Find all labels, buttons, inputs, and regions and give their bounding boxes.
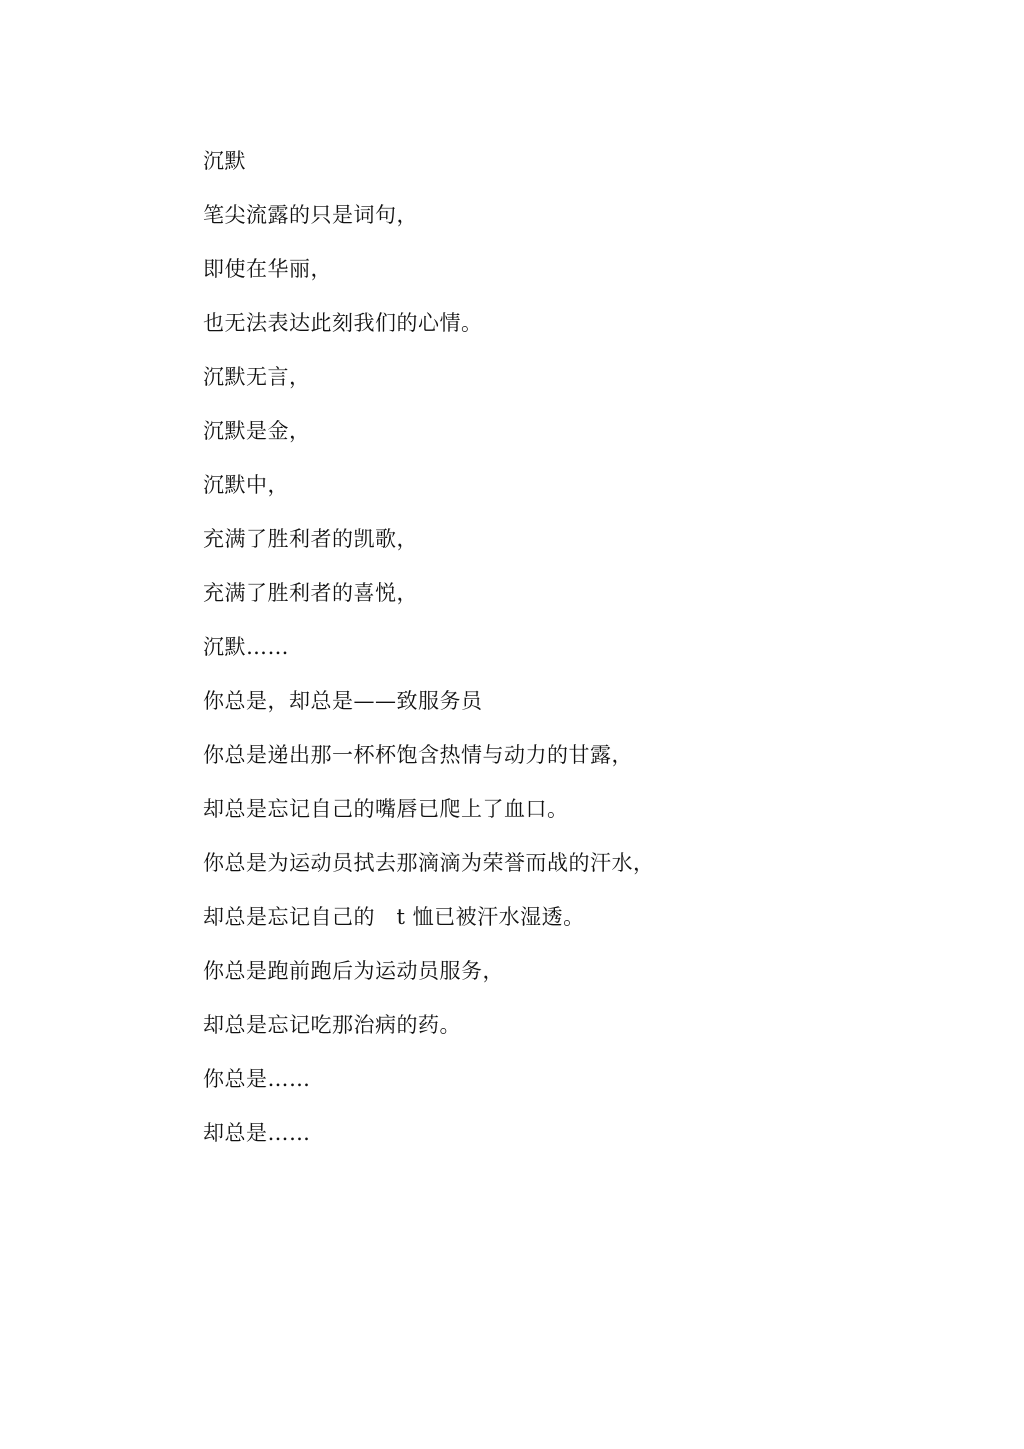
text-line: 你总是跑前跑后为运动员服务， [203, 959, 504, 983]
text-line: 却总是…… [203, 1121, 311, 1145]
poem-title-silence: 沉默 [203, 149, 246, 173]
text-line: 也无法表达此刻我们的心情。 [203, 311, 483, 335]
text-line: 沉默…… [203, 635, 289, 659]
text-line: 你总是为运动员拭去那滴滴为荣誉而战的汗水， [203, 851, 655, 875]
text-line: 即使在华丽， [203, 257, 332, 281]
text-line: 你总是递出那一杯杯饱含热情与动力的甘露， [203, 743, 633, 767]
text-line: 笔尖流露的只是词句， [203, 203, 418, 227]
text-line: 却总是忘记自己的嘴唇已爬上了血口。 [203, 797, 569, 821]
text-line: 沉默是金， [203, 419, 311, 443]
document-body [203, 134, 923, 1160]
text-line: 你总是…… [203, 1067, 311, 1091]
text-line: 充满了胜利者的喜悦， [203, 581, 418, 605]
text-line: 沉默中， [203, 473, 289, 497]
text-line: 充满了胜利者的凯歌， [203, 527, 418, 551]
text-line: 却总是忘记吃那治病的药。 [203, 1013, 461, 1037]
text-line: 沉默无言， [203, 365, 311, 389]
poem-title-waiter: 你总是，却总是——致服务员 [203, 689, 483, 713]
text-line: 却总是忘记自己的 t 恤已被汗水湿透。 [203, 905, 585, 929]
